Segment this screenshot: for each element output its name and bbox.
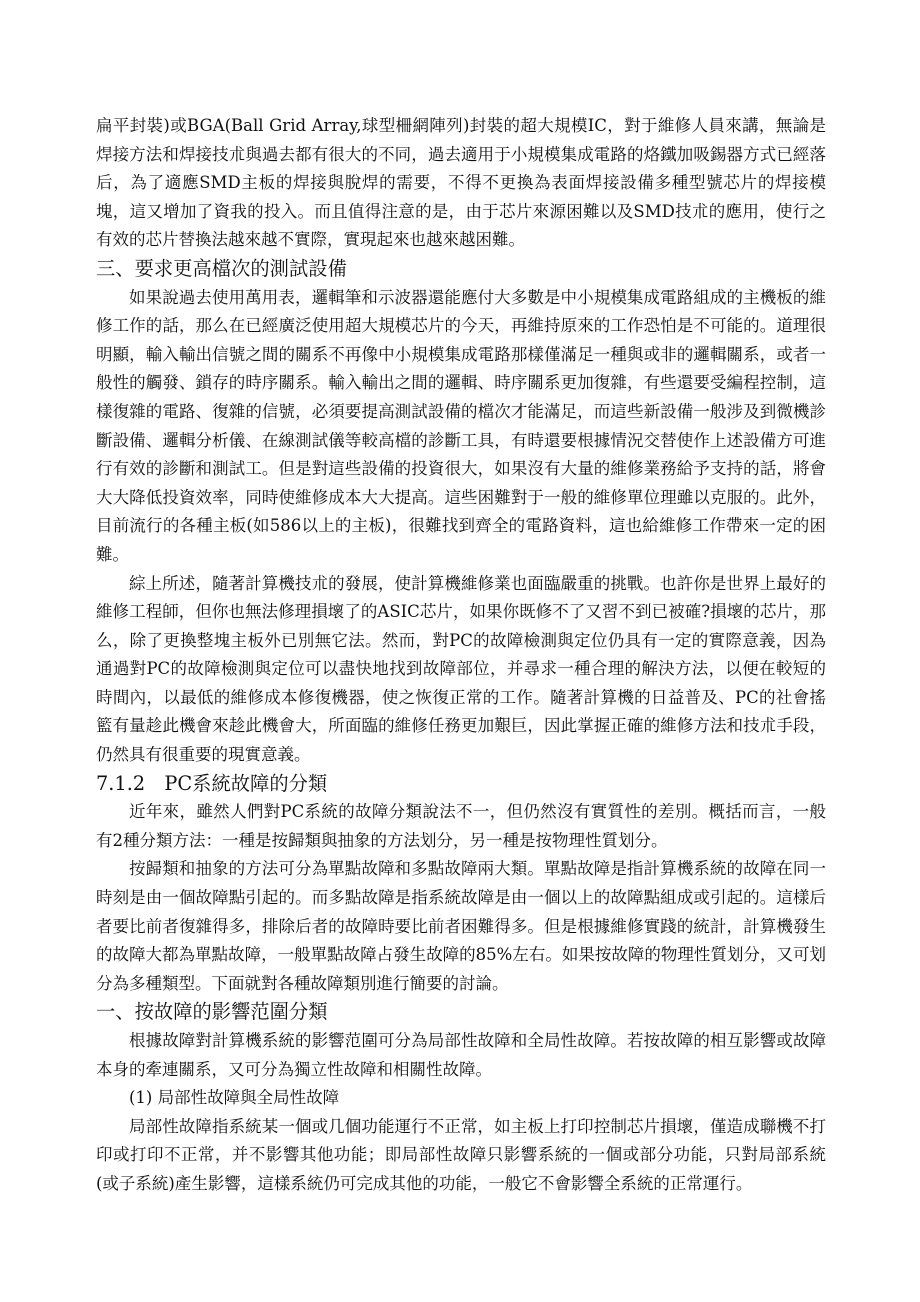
body-paragraph: 根據故障對計算機系統的影響范圍可分為局部性故障和全局性故障。若按故障的相互影響或故障本身的牽連關系，又可分為獨立性故障和相關性故障。 (96, 1031, 826, 1079)
body-paragraph: 按歸類和抽象的方法可分為單點故障和多點故障兩大類。單點故障是指計算機系統的故障在同一時刻是由一個故障點引起的。而多點故障是指系統故障是由一個以上的故障點組成或引起的。這樣后者要比前者復雜得多，排除后者的故障時要比前者困難得多。但是根據維修實踐的統計，計算機發生的故障大都為單點故障，一般單點故障占發生故障的85%左右。如果按故障的物理性質划分，又可划分為多種類型。下面就對各種故障類別進行簡要的討論。 (96, 859, 826, 993)
body-paragraph: 綜上所述，隨著計算機技朮的發展，使計算機維修業也面臨嚴重的挑戰。也許你是世界上最好的維修工程師，但你也無法修理損壞了的ASIC芯片，如果你既修不了又習不到已被確?損壞的芯片，那么，除了更換整塊主板外已別無它法。然而，對PC的故障檢測與定位仍具有一定的實際意義，因為通過對PC的故障檢測與定位可以盡快地找到故障部位，并尋求一種合理的解決方法，以便在較短的時間內，以最低的維修成本修復機器，使之恢復正常的工作。隨著計算機的日益普及、PC的社會搖籃有量趁此機會來趁此機會大，所面臨的維修任務更加艱巨，因此掌握正確的維修方法和技朮手段，仍然具有很重要的現實意義。 (96, 573, 826, 765)
body-paragraph: 扁平封裝)或BGA(Ball Grid Array,球型柵網陣列)封裝的超大規模IC，對于維修人員來講，無論是焊接方法和焊接技朮與過去都有很大的不同，過去適用于小規模集成電路的烙鐵加吸錫器方式已經落后，為了適應SMD主板的焊接與脫焊的需要，不得不更換為表面焊接設備多種型號芯片的焊接模塊，這又增加了資我的投入。而且值得注意的是，由于芯片來源困難以及SMD技朮的應用，使行之有效的芯片替換法越來越不實際，實現起來也越來越困難。 (96, 116, 826, 250)
body-paragraph: 如果說過去使用萬用表，邏輯筆和示波器還能應付大多數是中小規模集成電路組成的主機板的維修工作的話，那么在已經廣泛使用超大規模芯片的今天，再維持原來的工作恐怕是不可能的。道理很明顯，輸入輸出信號之間的關系不再像中小規模集成電路那樣僅滿足一種與或非的邏輯關系，或者一般性的觸發、鎖存的時序關系。輸入輸出之間的邏輯、時序關系更加復雜，有些還要受編程控制，這樣復雜的電路、復雜的信號，必須要提高測試設備的檔次才能滿足，而這些新設備一般涉及到微機診斷設備、邏輯分析儀、在線測試儀等較高檔的診斷工具，有時還要根據情況交替使作上述設備方可進行有效的診斷和測試工。但是對這些設備的投資很大，如果沒有大量的維修業務給予支持的話，將會大大降低投資效率，同時使維修成本大大提高。這些困難對于一般的維修單位理雖以克服的。此外，目前流行的各種主板(如586以上的主板)，很難找到齊全的電路資料，這也給維修工作帶來一定的困難。 (96, 287, 826, 564)
section-heading: 7.1.2 PC系統故障的分類 (96, 771, 328, 795)
section-heading: 一、按故障的影響范圍分類 (96, 1000, 328, 1024)
body-paragraph: 局部性故障指系統某一個或几個功能運行不正常，如主板上打印控制芯片損壞，僅造成聯機不打印或打印不正常，并不影響其他功能；即局部性故障只影響系統的一個或部分功能，只對局部系統(或子系統)產生影響，這樣系統仍可完成其他的功能，一般它不會影響全系統的正常運行。 (96, 1116, 826, 1193)
document-page (96, 112, 826, 1199)
section-heading: 三、要求更高檔次的測試設備 (96, 256, 347, 280)
subsection-heading: (1) 局部性故障與全局性故障 (129, 1088, 340, 1108)
body-paragraph: 近年來，雖然人們對PC系統的故障分類說法不一，但仍然沒有實質性的差別。概括而言，一般有2種分類方法：一種是按歸類與抽象的方法划分，另一種是按物理性質划分。 (96, 802, 826, 850)
